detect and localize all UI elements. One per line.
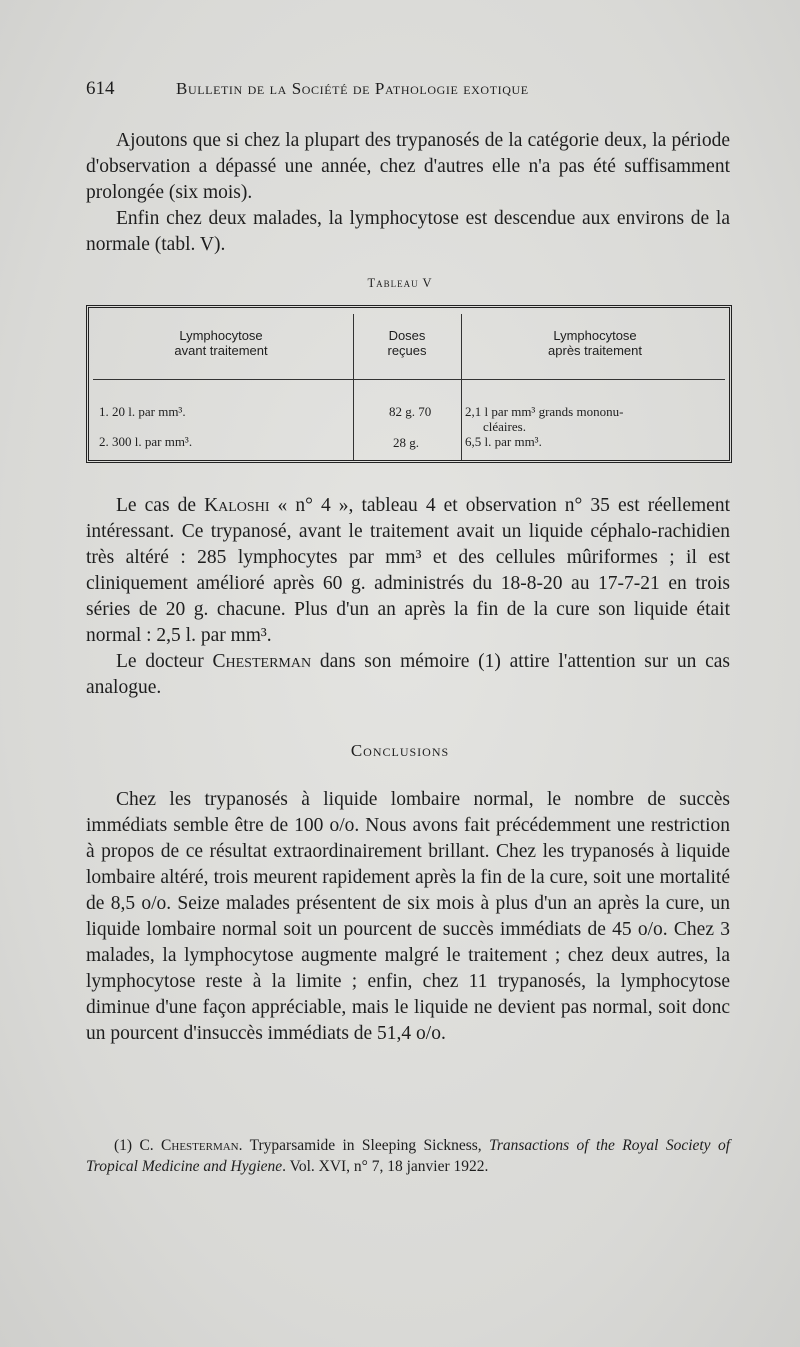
paragraph: Le docteur Chesterman dans son mémoire (1) attire l'attention sur un cas analogue. <box>86 651 731 698</box>
table-cell-after: 2,1 l par mm³ grands mononu- <box>465 404 624 419</box>
table-cell-after: 6,5 l. par mm³. <box>465 434 542 449</box>
table-cell-before: 2. 300 l. par mm³. <box>99 434 193 449</box>
table-cell-doses: 28 g. <box>393 435 419 450</box>
column-header-before: Lymphocytose avant traitement <box>174 328 268 358</box>
section-heading: Conclusions <box>350 741 450 760</box>
column-header-after: Lymphocytose après traitement <box>548 328 642 358</box>
table-cell-after-cont: cléaires. <box>483 419 526 434</box>
paragraph: Le cas de Kaloshi « n° 4 », tableau 4 et observation n° 35 est réellement intéressant. Ce trypanosé, avant le traitement avait un liquide céphalo-rachidien très altéré : 285 lymphocytes par mm³ et des cellules mûriformes ; il est cliniquement amélioré après 60 g. administrés du 18-8-20 au 17-7-21 en trois séries de 20 g. chacune. Plus d'un an après la fin de la cure son liquide était normal : 2,5 l. par mm³. <box>86 495 730 646</box>
column-header-doses: Doses reçues <box>387 328 427 358</box>
paragraph: Enfin chez deux malades, la lymphocytose est descendue aux environs de la normale (tabl. V). <box>86 208 730 255</box>
table-cell-before: 1. 20 l. par mm³. <box>99 404 186 419</box>
table-cell-doses: 82 g. 70 <box>389 404 432 419</box>
intro-section <box>86 128 730 258</box>
case-discussion <box>86 493 730 701</box>
paragraph: Chez les trypanosés à liquide lombaire normal, le nombre de succès immédiats semble être de 100 o/o. Nous avons fait précédemment une restriction à propos de ce résultat extraordinairement brillant. Chez les trypanosés à liquide lombaire altéré, trois meurent rapidement après la fin de la cure, soit une mortalité de 8,5 o/o. Seize malades présentent de six mois à plus d'un an après la cure, un liquide lombaire normal soit un pourcent de succès immédiats de 45 o/o. Chez 3 malades, la lymphocytose augmente malgré le traitement ; chez deux autres, la lymphocytose reste à la limite ; enfin, chez 11 trypanosés, la lymphocytose diminue d'une façon appréciable, mais le liquide ne devient pas normal, soit donc un pourcent d'insuccès immédiats de 51,4 o/o. <box>86 789 730 1044</box>
paragraph: Ajoutons que si chez la plupart des trypanosés de la catégorie deux, la période d'observation a dépassé une année, chez d'autres elle n'a pas été suffisamment prolongée (six mois). <box>86 130 730 203</box>
author-name: Kaloshi <box>204 495 270 516</box>
conclusions-section <box>86 787 730 1047</box>
page-number: 614 <box>86 78 115 99</box>
table-caption: Tableau V <box>367 276 433 290</box>
author-name: Chesterman <box>212 651 312 672</box>
running-title: Bulletin de la Société de Pathologie exotique <box>176 79 529 98</box>
footnote: (1) C. Chesterman. Tryparsamide in Sleeping Sickness, Transactions of the Royal Society of Tropical Medicine and Hygiene. Vol. XVI, n° 7, 18 janvier 1922. <box>86 1137 730 1175</box>
journal-title: Transactions of the Royal Society of Tropical Medicine and Hygiene <box>86 1137 730 1175</box>
data-table <box>86 305 732 463</box>
page-header <box>86 78 746 104</box>
footnote-author: Chesterman <box>161 1137 239 1154</box>
header-rule <box>93 379 725 380</box>
